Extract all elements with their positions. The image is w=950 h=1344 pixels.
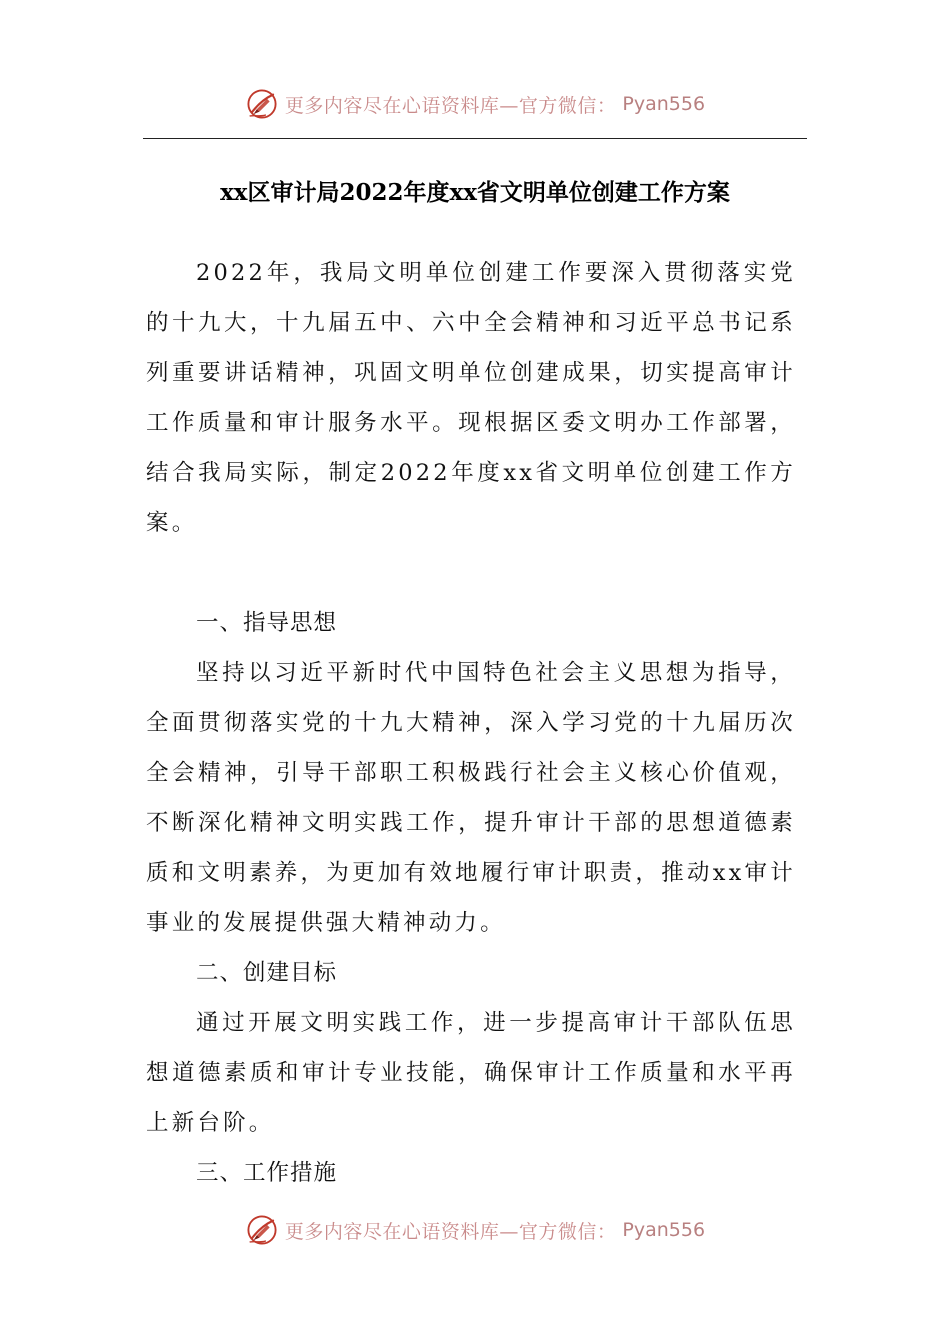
paragraph-spacer xyxy=(146,548,796,598)
document-body xyxy=(146,248,796,1198)
watermark-wechat-id: Pyan556 xyxy=(622,93,706,115)
pen-nib-logo-icon xyxy=(245,87,279,121)
watermark-text: 更多内容尽在心语资料库—官方微信： xyxy=(284,1220,617,1243)
header-divider xyxy=(143,138,807,139)
section-heading-measures: 三、工作措施 xyxy=(196,1160,338,1186)
section-body-guiding-ideology: 坚持以习近平新时代中国特色社会主义思想为指导，全面贯彻落实党的十九大精神，深入学习党的十九届历次全会精神，引导干部职工积极践行社会主义核心价值观，不断深化精神文明实践工作，提升审计干部的思想道德素质和文明素养，为更加有效地履行审计职责，推动xx审计事业的发展提供强大精神动力。 xyxy=(146,660,796,936)
intro-paragraph: 2022年，我局文明单位创建工作要深入贯彻落实党的十九大，十九届五中、六中全会精神和习近平总书记系列重要讲话精神，巩固文明单位创建成果，切实提高审计工作质量和审计服务水平。现根据区委文明办工作部署，结合我局实际，制定2022年度xx省文明单位创建工作方案。 xyxy=(146,260,796,536)
section-heading-goals: 二、创建目标 xyxy=(196,960,338,986)
document-title: xx区审计局2022年度xx省文明单位创建工作方案 xyxy=(220,179,730,206)
header-watermark xyxy=(0,84,950,124)
footer-watermark xyxy=(0,1210,950,1250)
watermark-wechat-id: Pyan556 xyxy=(622,1219,706,1241)
section-body-goals: 通过开展文明实践工作，进一步提高审计干部队伍思想道德素质和审计专业技能，确保审计工作质量和水平再上新台阶。 xyxy=(146,1010,796,1136)
pen-nib-logo-icon xyxy=(245,1213,279,1247)
watermark-text: 更多内容尽在心语资料库—官方微信： xyxy=(284,94,617,117)
section-heading-guiding-ideology: 一、指导思想 xyxy=(196,610,338,636)
